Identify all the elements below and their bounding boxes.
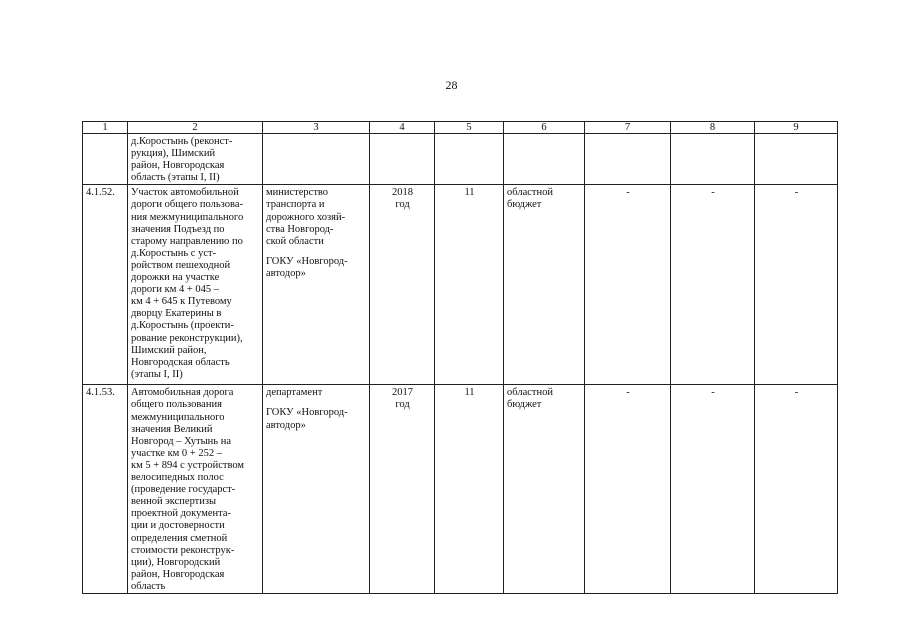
spacer [266, 399, 367, 407]
object-name-line: значения Великий [131, 423, 213, 435]
object-name-line: район, Новгородская [131, 160, 225, 172]
header-cell: 9 [755, 122, 838, 134]
object-name-line: км 5 + 894 с устройством [131, 459, 245, 471]
year-line: 2017 [392, 387, 413, 399]
object-name-line: км 4 + 645 к Путевому [131, 296, 232, 308]
amount-value: - [626, 187, 630, 199]
funding-source-cell [504, 134, 585, 185]
object-name-line: определения сметной [131, 532, 228, 544]
amount-cell-c9 [755, 385, 838, 594]
amount-value: - [626, 387, 630, 399]
amount-cell-c7 [585, 134, 671, 185]
object-name-line: д.Коростынь (реконст- [131, 136, 233, 147]
funding-source-line: бюджет [507, 399, 542, 411]
executor-cell [263, 185, 370, 385]
amount-cell-c9 [755, 185, 838, 385]
item-number-cell [83, 134, 128, 185]
object-name-cell [128, 385, 263, 594]
indicator-code-cell [435, 185, 504, 385]
amount-cell-c8 [671, 134, 755, 185]
table-row [83, 385, 838, 594]
object-name-cell [128, 185, 263, 385]
object-name-line: Новгородская область [131, 356, 230, 368]
item-number: 4.1.52. [86, 187, 115, 199]
object-name-line: межмуниципального [131, 411, 225, 423]
executor-cell [263, 385, 370, 594]
year-cell [370, 134, 435, 185]
object-name-line: проектной документа- [131, 508, 232, 520]
indicator-code: 11 [464, 187, 475, 199]
amount-value: - [794, 187, 799, 199]
year-line: 2018 [392, 187, 413, 199]
executor-line: департамент [266, 387, 323, 399]
object-name-line: ции и достоверности [131, 520, 225, 532]
indicator-code-cell [435, 385, 504, 594]
header-cell: 8 [671, 122, 755, 134]
executor-line: транспорта и [266, 199, 325, 211]
object-name-line: область (этапы I, II) [131, 172, 220, 184]
object-name-line: дороги км 4 + 045 – [131, 284, 220, 296]
object-name-line: область [131, 580, 166, 592]
item-number: 4.1.53. [86, 387, 115, 399]
object-name-line: район, Новгородская [131, 568, 225, 580]
object-name-line: дворцу Екатерины в [131, 308, 222, 320]
amount-cell-c7 [585, 385, 671, 594]
object-name-line: дорожки на участке [131, 272, 220, 284]
header-cell: 2 [128, 122, 263, 134]
funding-source-cell [504, 185, 585, 385]
object-name-line: д.Коростынь (проекти- [131, 320, 234, 332]
funding-source-line: бюджет [507, 199, 542, 211]
object-name-line: дороги общего пользова- [131, 199, 243, 211]
amount-cell-c9 [755, 134, 838, 185]
object-name-line: ции), Новгородский [131, 556, 221, 568]
table-row [83, 185, 838, 385]
amount-value: - [711, 187, 715, 199]
amount-value: - [711, 387, 715, 399]
header-cell: 4 [370, 122, 435, 134]
object-name-line: Шимский район, [131, 344, 207, 356]
object-name-line: ройством пешеходной [131, 259, 231, 271]
object-name-line: общего пользования [131, 399, 222, 411]
executor-line: ской области [266, 235, 324, 247]
item-number-cell [83, 185, 128, 385]
amount-value: - [794, 387, 799, 399]
header-row [83, 122, 838, 134]
object-name-line: велосипедных полос [131, 472, 224, 484]
object-name-line: Новгород – Хутынь на [131, 435, 231, 447]
object-name-line: Автомобильная дорога [131, 387, 234, 399]
co-executor-line: автодор» [266, 419, 306, 431]
header-cell: 6 [504, 122, 585, 134]
header-cell: 5 [435, 122, 504, 134]
year-cell [370, 185, 435, 385]
executor-line: министерство [266, 187, 329, 199]
co-executor-line: автодор» [266, 267, 306, 279]
indicator-code: 11 [464, 387, 475, 399]
program-table [82, 121, 838, 594]
funding-source-cell [504, 385, 585, 594]
object-name-line: участке км 0 + 252 – [131, 447, 222, 459]
object-name-line: д.Коростынь с уст- [131, 247, 217, 259]
table-body [83, 134, 838, 594]
executor-cell [263, 134, 370, 185]
object-name-line: ния межмуниципального [131, 211, 244, 223]
object-name-line: Участок автомобильной [131, 187, 239, 199]
object-name-line: значения Подъезд по [131, 223, 225, 235]
amount-cell-c7 [585, 185, 671, 385]
header-cell: 7 [585, 122, 671, 134]
header-cell: 1 [83, 122, 128, 134]
object-name-line: рование реконструкции), [131, 332, 243, 344]
amount-cell-c8 [671, 385, 755, 594]
object-name-line: рукция), Шимский [131, 148, 216, 160]
page-number: 28 [445, 78, 458, 92]
item-number-cell [83, 385, 128, 594]
executor-line: дорожного хозяй- [266, 211, 346, 223]
co-executor-line: ГОКУ «Новгород- [266, 255, 348, 267]
table-row [83, 134, 838, 185]
header-cell: 3 [263, 122, 370, 134]
object-name-line: венной экспертизы [131, 496, 217, 508]
spacer [266, 248, 367, 256]
object-name-line: стоимости реконструк- [131, 544, 235, 556]
co-executor-line: ГОКУ «Новгород- [266, 407, 348, 419]
year-line: год [395, 399, 410, 411]
year-line: год [395, 199, 410, 211]
object-name-line: (проведение государст- [131, 484, 236, 496]
funding-source-line: областной [507, 187, 553, 199]
funding-source-line: областной [507, 387, 553, 399]
object-name-cell [128, 134, 263, 185]
executor-line: ства Новгород- [266, 223, 334, 235]
object-name-line: (этапы I, II) [131, 368, 183, 380]
object-name-line: старому направлению по [131, 235, 243, 247]
amount-cell-c8 [671, 185, 755, 385]
year-cell [370, 385, 435, 594]
indicator-code-cell [435, 134, 504, 185]
